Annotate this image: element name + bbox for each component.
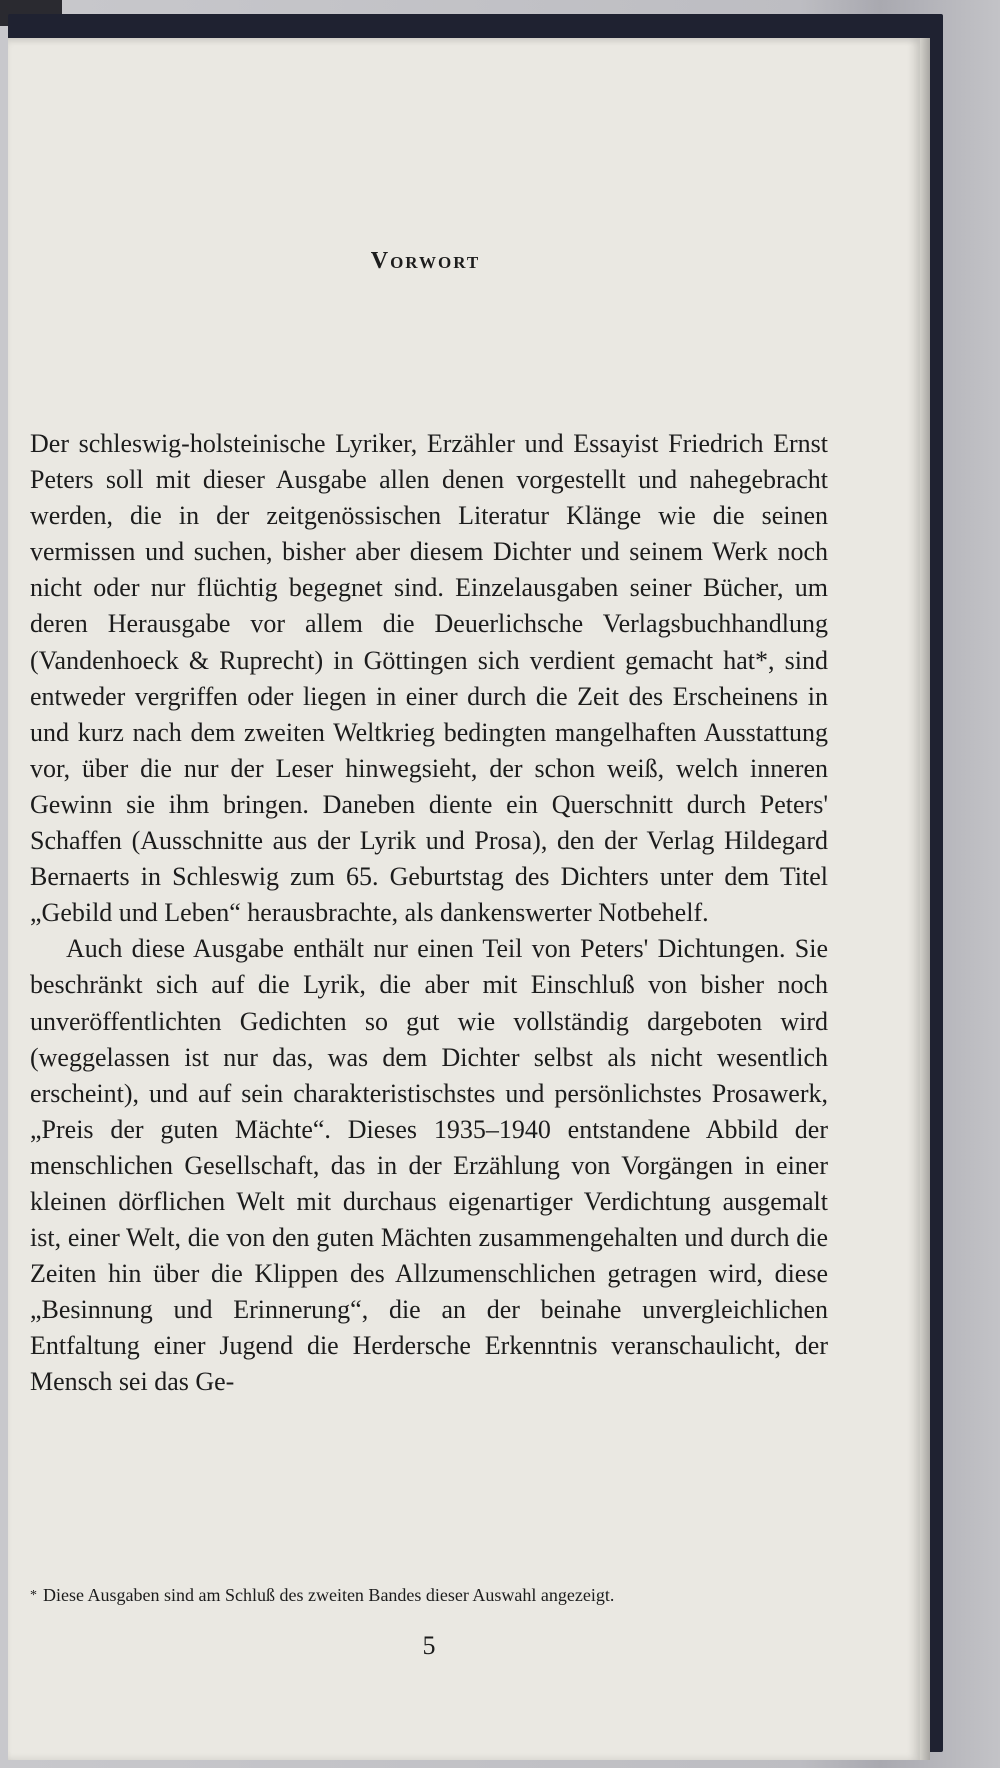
page-edge [920,38,930,1760]
footnote [30,1583,828,1608]
paragraph-1: Der schleswig-holsteinische Lyriker, Erzähler und Essayist Friedrich Ernst Peters soll mit dieser Ausgabe allen denen vorgestellt und nahegebracht werden, die in der zeitgenössischen Literatur Klänge wie die seinen vermissen und suchen, bisher aber diesem Dichter und seinem Werk noch nicht oder nur flüchtig begegnet sind. Einzelausgaben seiner Bücher, um deren Herausgabe vor allem die Deuerlichsche Verlagsbuchhandlung (Vandenhoeck & Ruprecht) in Göttingen sich verdient gemacht hat*, sind entweder vergriffen oder liegen in einer durch die Zeit des Erscheinens in und kurz nach dem zweiten Weltkrieg bedingten mangelhaften Ausstattung vor, über die nur der Leser hinwegsieht, der schon weiß, welch inneren Gewinn sie ihm bringen. Daneben diente ein Querschnitt durch Peters' Schaffen (Ausschnitte aus der Lyrik und Prosa), den der Verlag Hildegard Bernaerts in Schleswig zum 65. Geburtstag des Dichters unter dem Titel „Gebild und Leben“ herausbrachte, als dankenswerter Notbehelf. [30,429,828,928]
footnote-separator [30,1579,828,1580]
paragraph-2: Auch diese Ausgabe enthält nur einen Teil von Peters' Dichtungen. Sie beschränkt sich auf die Lyrik, die aber mit Einschluß von bisher noch unveröffentlichten Gedichten so gut wie vollständig dargeboten wird (weggelassen ist nur das, was dem Dichter selbst als nicht wesentlich erscheint), und auf sein charakteristischstes und persönlichstes Prosawerk, „Preis der guten Mächte“. Dieses 1935–1940 entstandene Abbild der menschlichen Gesellschaft, das in der Erzählung von Vorgängen in einer kleinen dörflichen Welt mit durchaus eigenartiger Verdichtung ausgemalt ist, einer Welt, die von den guten Mächten zusammengehalten und durch die Zeiten hin über die Klippen des Allzumenschlichen getragen wird, diese „Besinnung und Erinnerung“, die an der beinahe unvergleichlichen Entfaltung einer Jugend die Herdersche Erkenntnis veranschaulicht, der Mensch sei das Ge- [30,934,828,1397]
page-heading: Vorwort [370,248,481,274]
page-number: 5 [422,1631,436,1660]
footnote-text: Diese Ausgaben sind am Schluß des zweiten Bandes dieser Auswahl angezeigt. [43,1585,615,1605]
book-page [8,38,920,1760]
footnote-marker: * [30,1588,37,1603]
body-text [30,426,828,1401]
